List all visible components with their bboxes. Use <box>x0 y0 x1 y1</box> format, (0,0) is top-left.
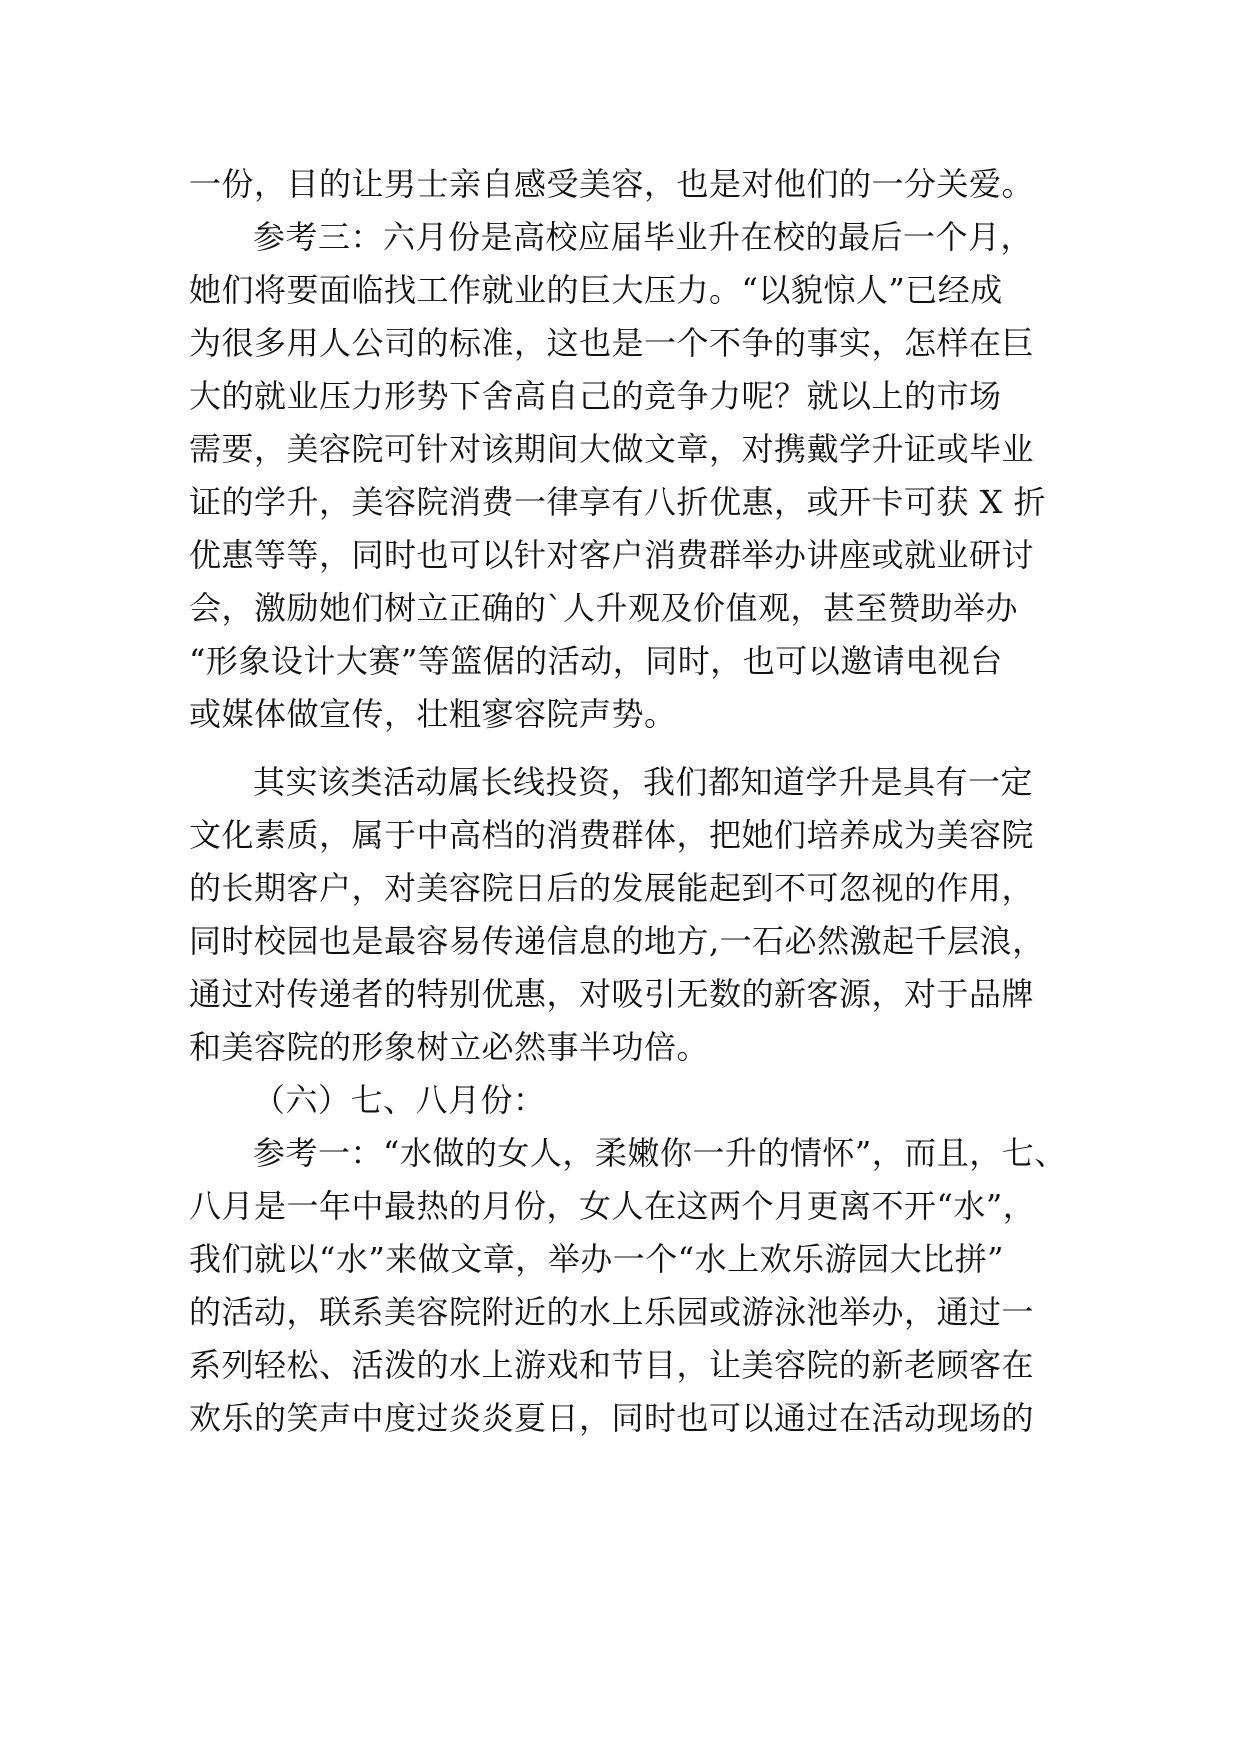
text-line: 八月是一年中最热的月份，女人在这两个月更离不开“水”， <box>189 1187 1036 1225</box>
text-line: 参考一：“水做的女人，柔嫩你一升的情怀”，而且，七、 <box>253 1134 1067 1172</box>
text-line: 证的学升，美容院消费一律享有八折优惠，或开卡可获 X 折 <box>189 483 1047 521</box>
text-line: 文化素质，属于中高档的消费群体，把她们培养成为美容院 <box>189 816 1035 854</box>
text-line: 大的就业压力形势下舍高自己的竞争力呢？就以上的市场 <box>189 377 1002 415</box>
text-line: 参考三：六月份是高校应届毕业升在校的最后一个月， <box>253 218 1034 256</box>
text-line: 需要，美容院可针对该期间大做文章，对携戴学升证或毕业 <box>189 430 1035 468</box>
text-line: 的长期客户，对美容院日后的发展能起到不可忽视的作用， <box>189 869 1035 907</box>
text-line: 会，激励她们树立正确的`人升观及价值观，甚至赞助举办 <box>189 589 1019 627</box>
paragraph-gap <box>189 741 1069 756</box>
section-heading: （六）七、八月份： <box>253 1081 546 1119</box>
text-line: 一份，目的让男士亲自感受美容，也是对他们的一分关爱。 <box>189 165 1035 203</box>
text-line: “形象设计大赛”等篮倨的活动，同时，也可以邀请电视台 <box>189 642 1003 680</box>
text-line: 我们就以“水”来做文章，举办一个“水上欢乐游园大比拼” <box>189 1240 1004 1278</box>
text-line: 或媒体做宣传，壮粗寥容院声势。 <box>189 695 677 733</box>
text-line: 她们将要面临找工作就业的巨大压力。“以貌惊人”已经成 <box>189 271 1003 309</box>
text-line: 优惠等等，同时也可以针对客户消费群举办讲座或就业研讨 <box>189 536 1035 574</box>
text-line: 系列轻松、活泼的水上游戏和节目，让美容院的新老顾客在 <box>189 1346 1035 1384</box>
text-line: 通过对传递者的特别优惠，对吸引无数的新客源，对于品牌 <box>189 975 1035 1013</box>
text-line: 的活动，联系美容院附近的水上乐园或游泳池举办，通过一 <box>189 1293 1035 1331</box>
text-line: 同时校园也是最容易传递信息的地方,一石必然激起千层浪， <box>189 922 1045 960</box>
text-line: 和美容院的形象树立必然事半功倍。 <box>189 1028 710 1066</box>
text-line: 欢乐的笑声中度过炎炎夏日，同时也可以通过在活动现场的 <box>189 1399 1035 1437</box>
text-line: 其实该类活动属长线投资，我们都知道学升是具有一定 <box>253 763 1034 801</box>
body-text <box>189 158 1069 1445</box>
text-line: 为很多用人公司的标准，这也是一个不争的事实，怎样在巨 <box>189 324 1035 362</box>
